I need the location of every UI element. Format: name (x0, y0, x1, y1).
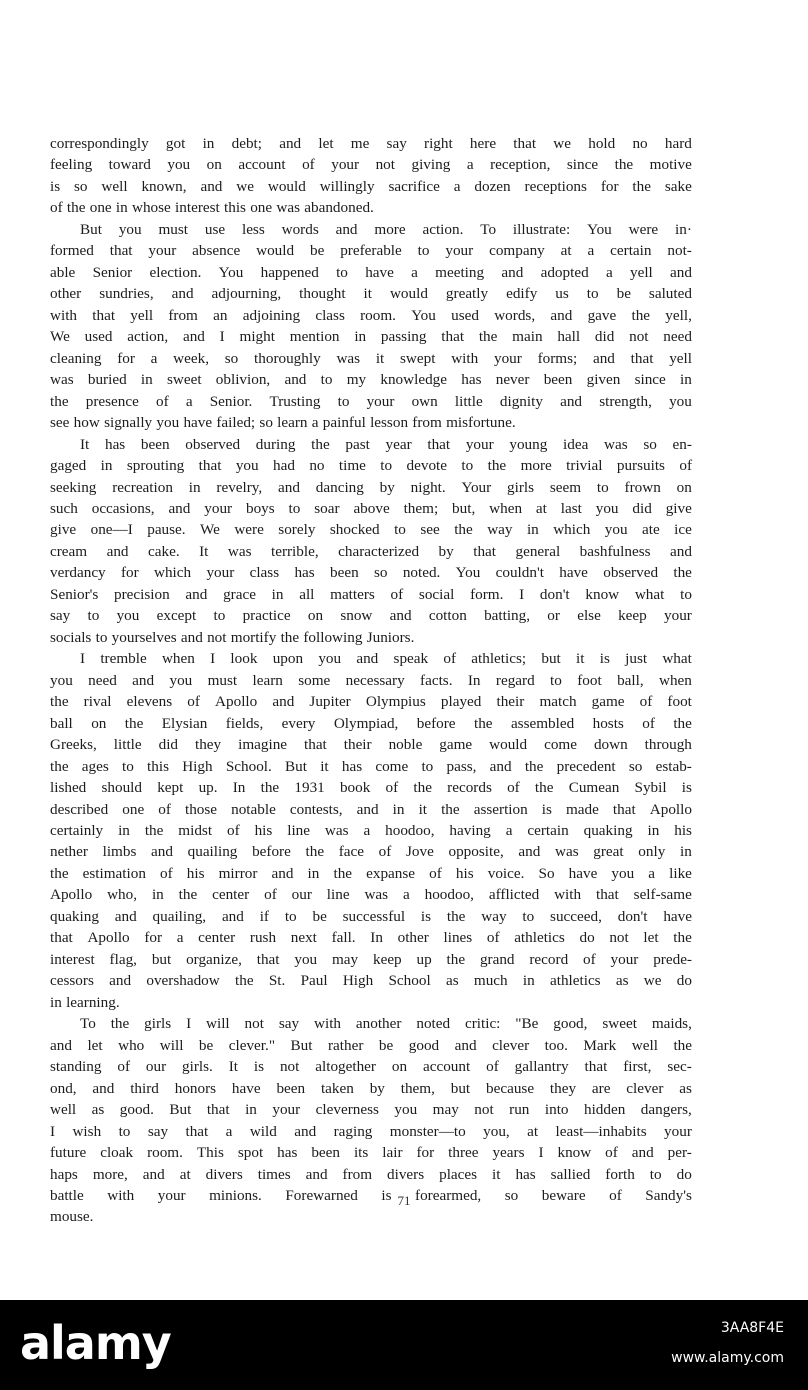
text-line: and let who will be clever." But rather be good and clever too. Mark well the (50, 1036, 692, 1054)
brand-url: www.alamy.com (671, 1350, 784, 1366)
text-line: battle with your minions. Forewarned is forearmed, so beware of Sandy's (50, 1186, 692, 1204)
text-line: able Senior election. You happened to have a meeting and adopted a yell and (50, 263, 692, 281)
text-line: with that yell from an adjoining class room. You used words, and gave the yell, (50, 306, 692, 324)
text-line: We used action, and I might mention in passing that the main hall did not need (50, 328, 692, 346)
text-line: certainly in the midst of his line was a hoodoo, having a certain quaking in his (50, 822, 692, 839)
brand-logo: alamy (20, 1316, 171, 1370)
text-line: But you must use less words and more action. To illustrate: You were in· (80, 220, 692, 238)
text-line: the estimation of his mirror and in the expanse of his voice. So have you a like (50, 864, 692, 882)
text-line: lished should kept up. In the 1931 book of the records of the Cumean Sybil is (50, 779, 692, 797)
text-line: the rival elevens of Apollo and Jupiter Olympius played their match game of foot (50, 693, 692, 711)
text-line: such occasions, and your boys to soar above them; but, when at last you did give (50, 499, 692, 517)
text-line: future cloak room. This spot has been its lair for three years I know of and per- (50, 1144, 692, 1162)
text-line: that Apollo for a center rush next fall. In other lines of athletics do not let the (50, 929, 692, 947)
text-line: formed that your absence would be preferable to your company at a certain not- (50, 242, 692, 260)
text-line: Apollo who, in the center of our line was a hoodoo, afflicted with that self-same (50, 886, 692, 904)
text-line: cessors and overshadow the St. Paul High School as much in athletics as we do (50, 972, 692, 990)
text-line: gaged in sprouting that you had no time to devote to the more trivial pursuits of (50, 457, 692, 475)
text-line: Greeks, little did they imagine that their noble game would come down through (50, 736, 692, 754)
text-line: Senior's precision and grace in all matters of social form. I don't know what to (50, 585, 692, 603)
text-line: cleaning for a week, so thoroughly was it swept with your forms; and that yell (50, 349, 692, 367)
text-line: verdancy for which your class has been so noted. You couldn't have observed the (50, 564, 692, 582)
text-line: in learning. (50, 993, 120, 1011)
text-line: ball on the Elysian fields, every Olympiad, before the assembled hosts of the (50, 714, 692, 732)
image-id: 3AA8F4E (720, 1320, 784, 1336)
text-line: see how signally you have failed; so learn a painful lesson from misfortune. (50, 414, 516, 432)
text-line: ond, and third honors have been taken by them, but because they are clever as (50, 1079, 692, 1097)
text-line: was buried in sweet oblivion, and to my knowledge has never been given since in (50, 371, 692, 389)
text-line: standing of our girls. It is not altogether on account of gallantry that first, sec- (50, 1058, 692, 1076)
text-line: say to you except to practice on snow and cotton batting, or else keep your (50, 607, 692, 625)
text-line: well as good. But that in your cleverness you may not run into hidden dangers, (50, 1101, 692, 1119)
text-line: is so well known, and we would willingly sacrifice a dozen receptions for the sake (50, 177, 692, 195)
text-line: It has been observed during the past year that your young idea was so en- (80, 435, 692, 453)
text-line: the presence of a Senior. Trusting to your own little dignity and strength, you (50, 392, 692, 410)
text-line: the ages to this High School. But it has come to pass, and the precedent so estab- (50, 757, 692, 775)
text-line: I tremble when I look upon you and speak of athletics; but it is just what (80, 650, 692, 668)
text-line: quaking and quailing, and if to be successful is the way to succeed, don't have (50, 907, 692, 925)
text-line: To the girls I will not say with another noted critic: "Be good, sweet maids, (80, 1015, 692, 1033)
text-line: seeking recreation in revelry, and dancing by night. Your girls seem to frown on (50, 478, 692, 496)
text-line: I wish to say that a wild and raging monster—to you, at least—inhabits your (50, 1122, 692, 1140)
text-line: of the one in whose interest this one was abandoned. (50, 199, 374, 217)
watermark-banner (0, 1300, 808, 1390)
text-line: you need and you must learn some necessary facts. In regard to foot ball, when (50, 671, 692, 689)
text-line: haps more, and at divers times and from divers places it has sallied forth to do (50, 1165, 692, 1183)
text-line: interest flag, but organize, that you may keep up the grand record of your prede- (50, 950, 692, 968)
text-line: cream and cake. It was terrible, characterized by that general bashfulness and (50, 542, 692, 560)
page-number: 71 (397, 1193, 411, 1208)
text-line: mouse. (50, 1208, 94, 1226)
text-line: feeling toward you on account of your not giving a reception, since the motive (50, 156, 692, 174)
body-text (50, 133, 692, 1228)
text-line: correspondingly got in debt; and let me say right here that we hold no hard (50, 135, 692, 152)
text-line: other sundries, and adjourning, thought it would greatly edify us to be saluted (50, 285, 692, 303)
text-line: socials to yourselves and not mortify the following Juniors. (50, 628, 415, 646)
text-line: give one—I pause. We were sorely shocked to see the way in which you ate ice (50, 521, 692, 539)
text-line: nether limbs and quailing before the face of Jove opposite, and was great only in (50, 843, 692, 861)
text-line: described one of those notable contests, and in it the assertion is made that Apollo (50, 800, 692, 818)
